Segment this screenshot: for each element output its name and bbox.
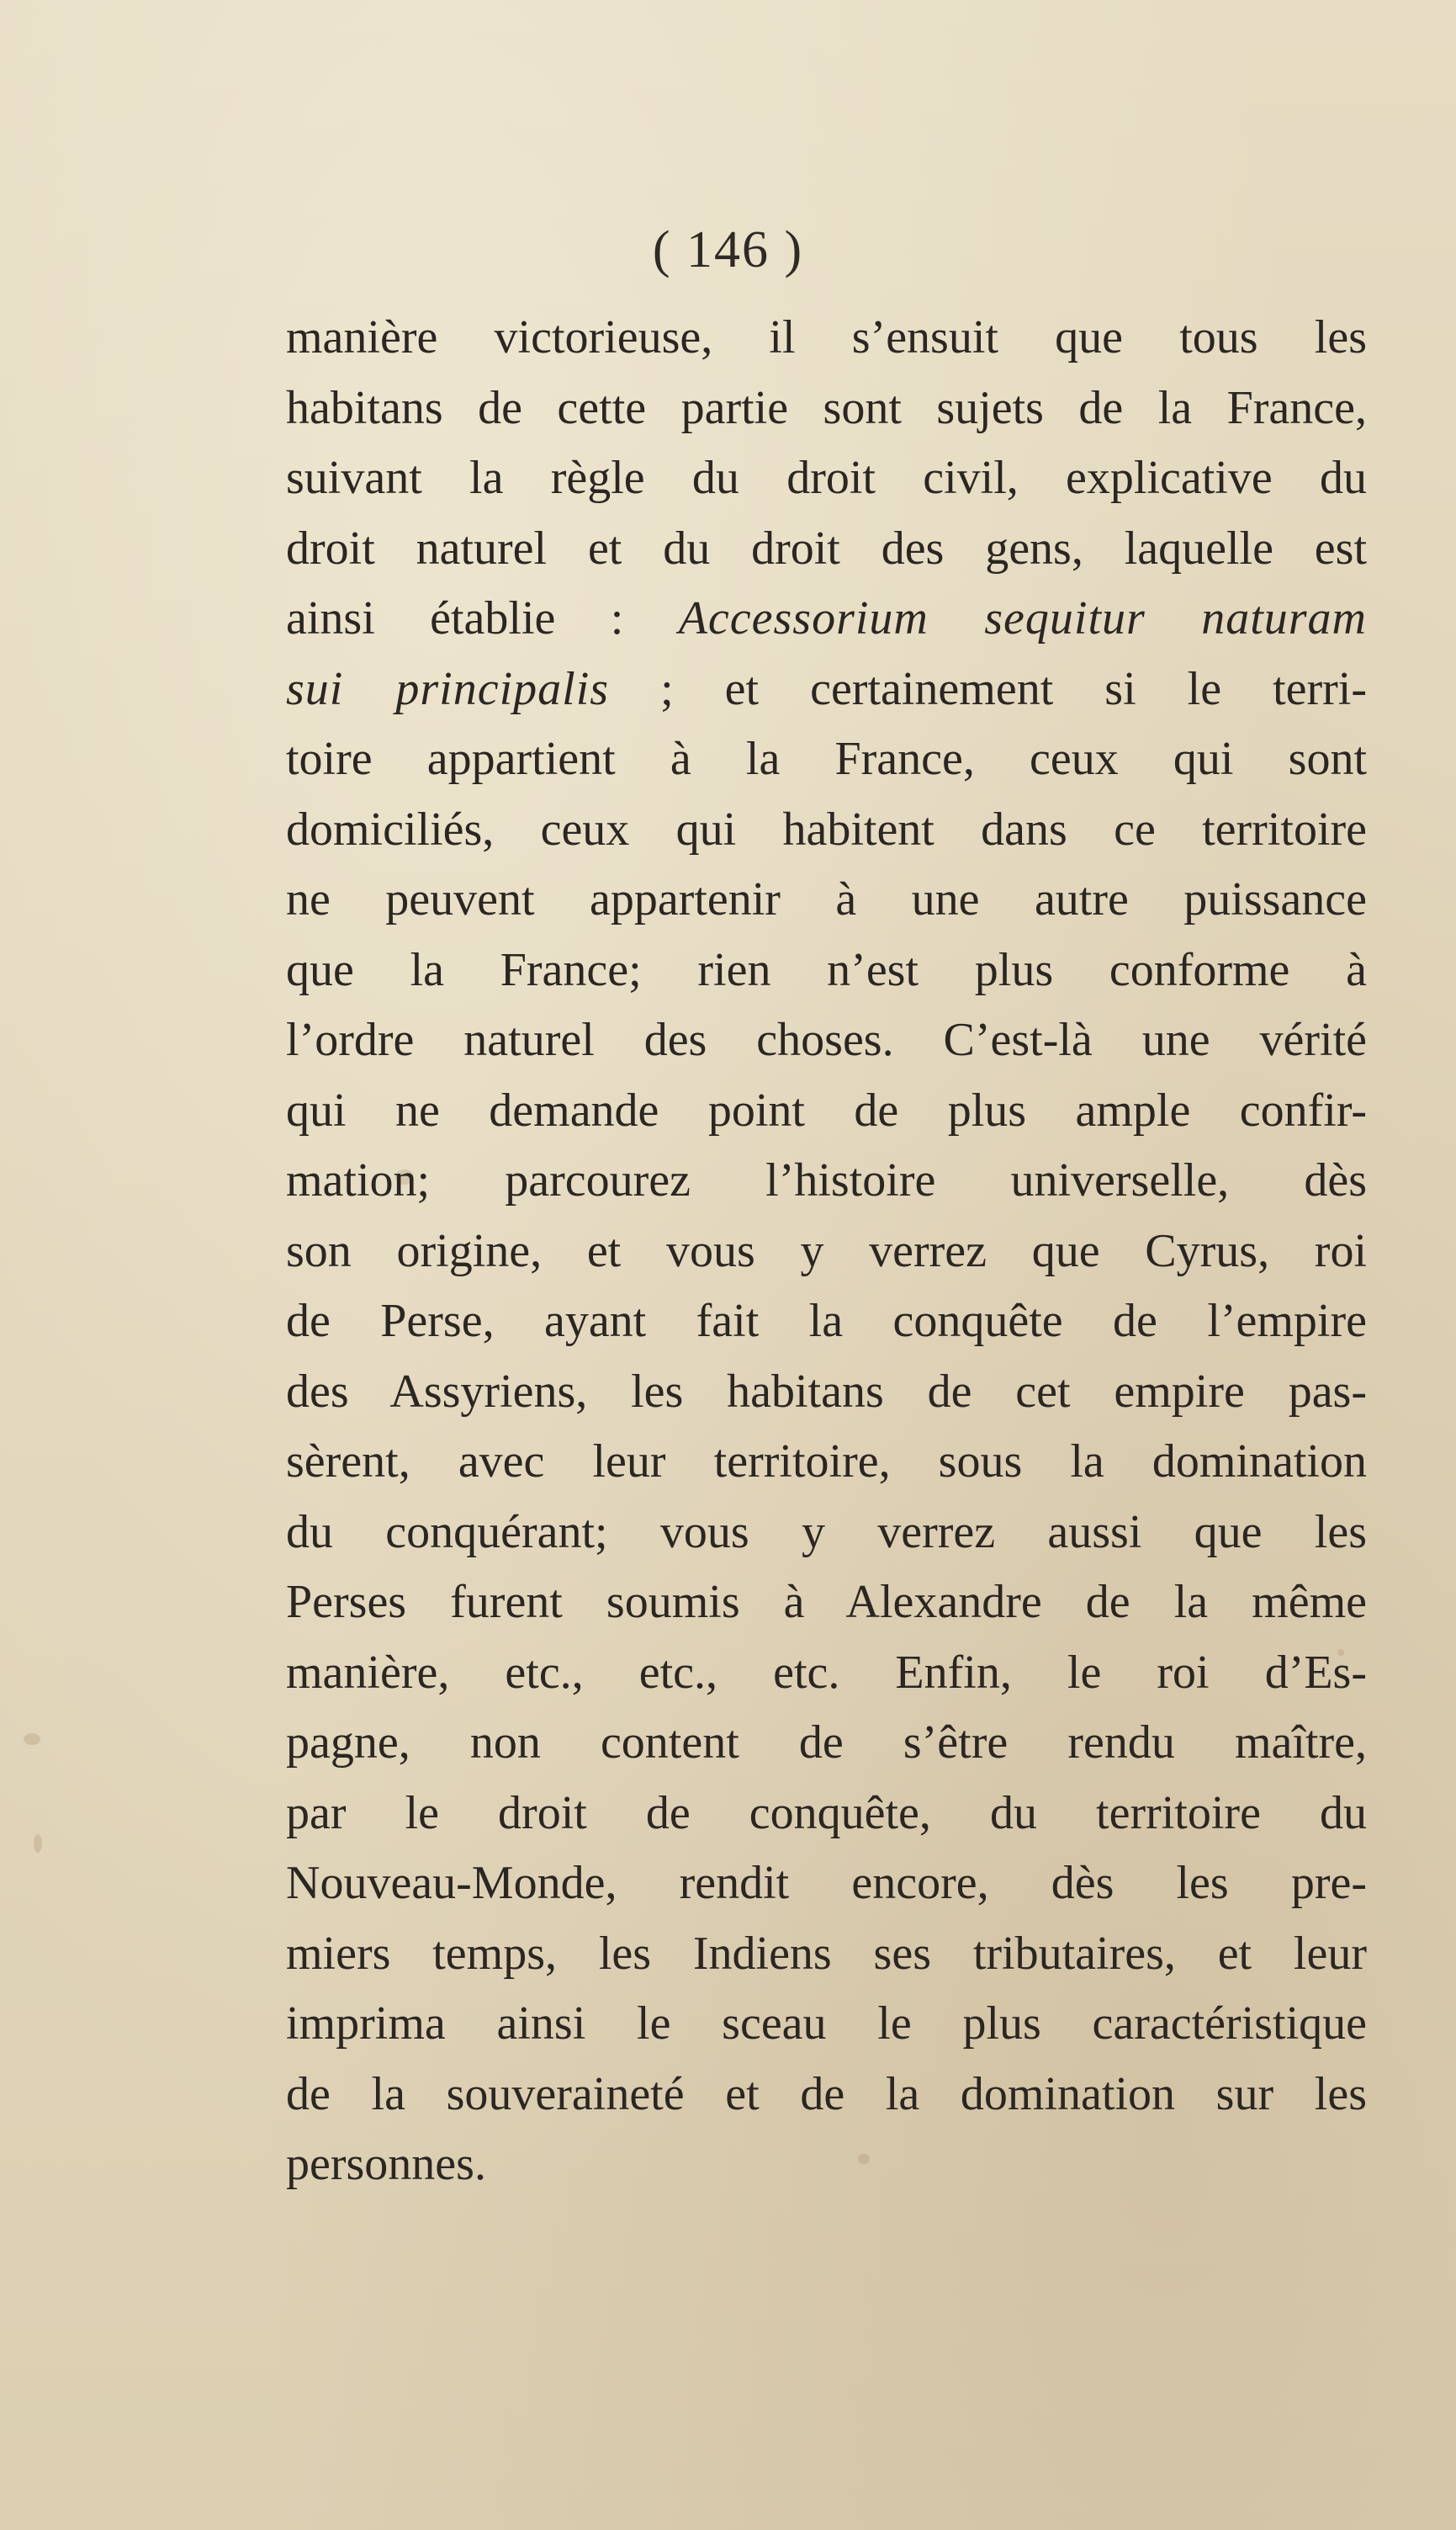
text-segment: de Perse, ayant fait la conquête de l’empire (286, 1295, 1367, 1347)
text-line (286, 1427, 1367, 1498)
text-segment: suivant la règle du droit civil, explicative du (286, 452, 1367, 504)
text-line (286, 1919, 1367, 1990)
text-segment: toire appartient à la France, ceux qui sont (286, 733, 1367, 785)
text-line (286, 795, 1367, 866)
text-line (286, 1567, 1367, 1638)
paper-stain (24, 1733, 40, 1745)
body-text (286, 303, 1367, 2200)
text-segment: de la souveraineté et de la domination sur les (286, 2067, 1367, 2120)
text-segment: manière, etc., etc., etc. Enfin, le roi d’Es- (286, 1646, 1367, 1699)
text-segment: Nouveau-Monde, rendit encore, dès les pre- (286, 1857, 1367, 1909)
text-line (286, 1989, 1367, 2060)
text-segment: du conquérant; vous y verrez aussi que les (286, 1505, 1367, 1558)
text-segment: personnes. (286, 2138, 486, 2190)
text-line (286, 865, 1367, 936)
text-segment: ne peuvent appartenir à une autre puissance (286, 873, 1367, 926)
text-segment: ainsi établie : (286, 592, 679, 644)
text-segment: pagne, non content de s’être rendu maître, (286, 1716, 1367, 1769)
italic-latin-phrase: sui principalis (286, 662, 610, 715)
text-line (286, 443, 1367, 514)
text-line (286, 1357, 1367, 1428)
text-segment: sèrent, avec leur territoire, sous la domination (286, 1435, 1367, 1488)
text-line (286, 303, 1367, 374)
text-line (286, 374, 1367, 444)
text-line (286, 1286, 1367, 1357)
text-line (286, 655, 1367, 725)
paper-stain (34, 1834, 42, 1853)
text-segment: miers temps, les Indiens ses tributaires, et leur (286, 1927, 1367, 1980)
text-segment: des Assyriens, les habitans de cet empire pas- (286, 1365, 1367, 1418)
text-line (286, 2060, 1367, 2130)
text-line (286, 724, 1367, 795)
text-line (286, 584, 1367, 655)
text-segment: domiciliés, ceux qui habitent dans ce territoire (286, 803, 1367, 856)
text-line (286, 1005, 1367, 1076)
text-segment: mation; parcourez l’histoire universelle, dès (286, 1154, 1367, 1207)
text-segment: manière victorieuse, il s’ensuit que tous les (286, 311, 1367, 363)
text-segment: ; et certainement si le terri- (609, 662, 1367, 715)
text-segment: habitans de cette partie sont sujets de la France, (286, 381, 1367, 434)
italic-latin-phrase: Accessorium sequitur naturam (678, 592, 1367, 644)
text-line (286, 1708, 1367, 1779)
text-segment: Perses furent soumis à Alexandre de la même (286, 1576, 1367, 1628)
text-line (286, 936, 1367, 1006)
text-segment: l’ordre naturel des choses. C’est-là une vérité (286, 1014, 1367, 1066)
text-line (286, 514, 1367, 585)
text-segment: que la France; rien n’est plus conforme à (286, 943, 1367, 996)
text-line (286, 2130, 1367, 2200)
text-segment: son origine, et vous y verrez que Cyrus, roi (286, 1224, 1367, 1277)
text-line (286, 1638, 1367, 1709)
text-line (286, 1848, 1367, 1919)
text-segment: imprima ainsi le sceau le plus caractéristique (286, 1997, 1367, 2050)
text-line (286, 1146, 1367, 1217)
page-number: ( 146 ) (652, 221, 804, 278)
text-line (286, 1217, 1367, 1287)
text-line (286, 1498, 1367, 1568)
text-segment: droit naturel et du droit des gens, laquelle est (286, 522, 1367, 575)
text-line (286, 1076, 1367, 1147)
text-segment: par le droit de conquête, du territoire du (286, 1786, 1367, 1839)
text-line (286, 1779, 1367, 1849)
text-segment: qui ne demande point de plus ample confir- (286, 1084, 1367, 1137)
